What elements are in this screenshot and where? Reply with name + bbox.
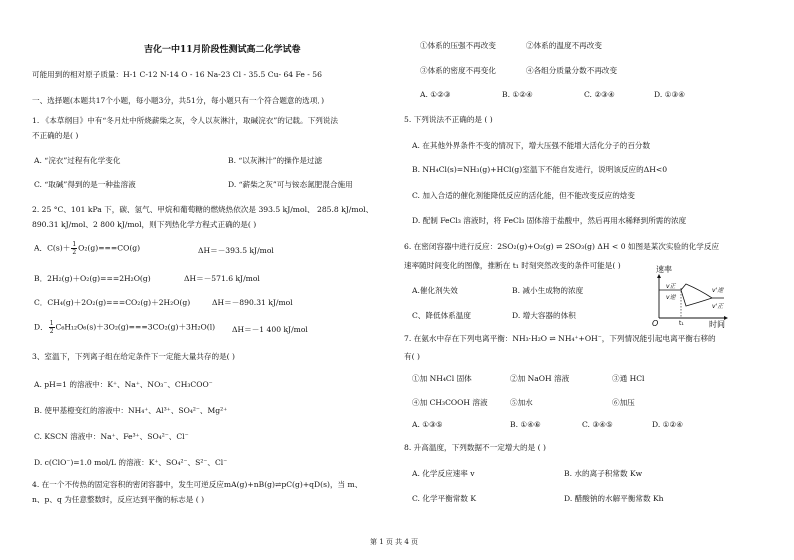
q2-option-a-post: O₂(g)===CO(g) <box>78 243 141 253</box>
q2-option-d-dh: ΔH＝－1 400 kJ/mol <box>232 325 308 334</box>
q1-option-b: B. “以灰淋汁”的操作是过滤 <box>228 156 323 165</box>
q2-option-d-post: C₆H₁₂O₆(s)＋3O₂(g)===3CO₂(g)＋3H₂O(l) <box>55 322 216 332</box>
v-pos-prime-label: v'正 <box>712 303 724 310</box>
q6-option-b: B. 减小生成物的浓度 <box>512 286 584 295</box>
q7-option-c: C. ③④⑤ <box>582 420 613 429</box>
q6-option-d: D. 增大容器的体积 <box>512 311 576 320</box>
q7-option-d: D. ①②④ <box>652 420 684 429</box>
graph-origin: O <box>652 319 659 328</box>
q7-item-1: ①加 NH₄Cl 固体 <box>412 374 472 383</box>
frac-numerator: 1 <box>72 241 77 248</box>
q8-option-d: D. 醋酸钠的水解平衡常数 Kh <box>564 494 664 503</box>
q7-option-b: B. ①④⑥ <box>510 420 541 429</box>
v-neg-prime-curve <box>681 284 712 298</box>
graph-t1-label: t₁ <box>679 320 684 327</box>
q2-option-d <box>34 320 215 335</box>
q2-stem-line2: 890.31 kJ/mol、2 800 kJ/mol，则下列热化学方程式正确的是( ) <box>32 220 257 229</box>
section-heading: 一、选择题(本题共17个小题，每小题3分，共51分，每小题只有一个符合题意的选项．) <box>32 96 325 105</box>
q2-option-b: B．2H₂(g)＋O₂(g)===2H₂O(g) <box>34 274 151 283</box>
q7-item-5: ⑤加水 <box>510 398 533 407</box>
frac-numerator: 1 <box>49 320 54 327</box>
q4-item-2: ②体系的温度不再改变 <box>526 41 602 50</box>
q6-option-c: C、降低体系温度 <box>412 311 471 320</box>
q6-option-a: A.催化剂失效 <box>412 286 458 295</box>
q2-option-b-dh: ΔH＝－571.6 kJ/mol <box>184 274 260 283</box>
q4-option-b: B. ①②④ <box>502 90 533 99</box>
q6-stem-line1: 6. 在密闭容器中进行反应：2SO₂(g)+O₂(g) ⇌ 2SO₃(g) ΔH < 0 如图是某次实验的化学反应 <box>404 242 720 251</box>
q5-option-b: B. NH₄Cl(s)=NH₃(g)+HCl(g)室温下不能自发进行，说明该反应的ΔH<0 <box>412 165 668 174</box>
q7-item-2: ②加 NaOH 溶液 <box>510 374 570 383</box>
q3-option-b: B. 使甲基橙变红的溶液中：NH₄⁺、Al³⁺、SO₄²⁻、Mg²⁺ <box>34 406 228 415</box>
q2-option-d-pre: D． <box>34 322 48 332</box>
q3-option-a: A. pH=1 的溶液中：K⁺、Na⁺、NO₃⁻、CH₃COO⁻ <box>34 380 213 389</box>
q3-option-c: C. KSCN 溶液中：Na⁺、Fe³⁺、SO₄²⁻、Cl⁻ <box>34 432 189 441</box>
q4-option-a: A. ①②③ <box>420 90 451 99</box>
fraction-half <box>49 320 55 335</box>
q2-stem-line1: 2. 25 °C、101 kPa 下，碳、氢气、甲烷和葡萄糖的燃烧热依次是 393.5 kJ/mol、 285.8 kJ/mol、 <box>32 205 374 214</box>
q2-option-c-dh: ΔH＝－890.31 kJ/mol <box>212 298 293 307</box>
q4-item-1: ①体系的压强不再改变 <box>420 41 496 50</box>
q6-rate-time-graph <box>652 262 734 328</box>
frac-denominator: 2 <box>72 249 77 256</box>
q5-option-a: A. 在其他外界条件不变的情况下，增大压强不能增大活化分子的百分数 <box>412 141 651 150</box>
q4-option-c: C. ②③④ <box>584 90 615 99</box>
q4-item-4: ④各组分质量分数不再改变 <box>526 66 618 75</box>
q2-option-c: C．CH₄(g)＋2O₂(g)===CO₂(g)＋2H₂O(g) <box>34 298 191 307</box>
fraction-half <box>71 241 77 256</box>
page-footer: 第 1 页 共 4 页 <box>370 538 419 546</box>
q7-option-a: A. ①③⑤ <box>412 420 443 429</box>
q4-option-d: D. ①③④ <box>654 90 686 99</box>
exam-title: 吉化一中11月阶段性测试高二化学试卷 <box>144 45 301 55</box>
atomic-masses: 可能用到的相对原子质量：H-1 C-12 N-14 O - 16 Na-23 Cl - 35.5 Cu- 64 Fe - 56 <box>32 70 322 79</box>
q7-stem-line2: 有( ) <box>404 352 420 361</box>
graph-y-label: 速率 <box>656 265 672 274</box>
q4-item-3: ③体系的密度不再变化 <box>420 66 496 75</box>
q1-stem-line2: 不正确的是( ) <box>32 131 79 140</box>
q2-option-a-dh: ΔH＝－393.5 kJ/mol <box>198 246 274 255</box>
graph-x-label: 时间 <box>709 320 725 328</box>
v-pos-label: v正 <box>666 283 676 290</box>
q3-stem: 3、室温下，下列离子组在给定条件下一定能大量共存的是( ) <box>32 352 236 361</box>
q4-stem-line1: 4. 在一个不传热的固定容积的密闭容器中，发生可逆反应mA(g)+nB(g)⇌pC(g)+qD(s)，当 m、 <box>32 480 363 489</box>
q4-stem-line2: n、p、q 为任意整数时，反应达到平衡的标志是 ( ) <box>32 495 205 504</box>
y-axis-arrow-icon <box>657 274 661 278</box>
q2-option-a <box>34 241 140 256</box>
q6-stem-line2: 速率随时间变化的图像，推断在 t₁ 时刻突然改变的条件可能是( ) <box>404 261 621 270</box>
q5-option-c: C. 加入合适的催化剂能降低反应的活化能，但不能改变反应的焓变 <box>412 191 635 200</box>
q1-stem-line1: 1. 《本草纲目》中有“冬月灶中所烧薪柴之灰，令人以灰淋汁，取碱浣衣”的记载。下列说法 <box>32 116 338 125</box>
q2-option-a-pre: A．C(s)＋ <box>34 243 71 253</box>
q5-option-d: D. 配制 FeCl₃ 溶液时，将 FeCl₃ 固体溶于盐酸中，然后再用水稀释到所需的浓度 <box>412 216 687 225</box>
q8-option-b: B. 水的离子积常数 Kw <box>564 469 643 478</box>
v-neg-prime-label: v'逆 <box>712 287 724 294</box>
q8-stem: 8. 升高温度，下列数据不一定增大的是 ( ) <box>404 443 546 452</box>
q1-option-c: C. “取碱”得到的是一种盐溶液 <box>34 180 136 189</box>
q1-option-d: D. “薪柴之灰”可与铵态氮肥混合施用 <box>228 180 353 189</box>
q8-option-c: C. 化学平衡常数 K <box>412 494 477 503</box>
v-pos-prime-curve <box>681 290 712 306</box>
q7-item-3: ③通 HCl <box>612 374 645 383</box>
q3-option-d: D. c(ClO⁻)=1.0 mol/L 的溶液：K⁺、SO₄²⁻、S²⁻、Cl⁻ <box>34 458 228 467</box>
q7-item-6: ⑥加压 <box>612 398 635 407</box>
q7-item-4: ④加 CH₃COOH 溶液 <box>412 398 488 407</box>
frac-denominator: 2 <box>49 328 54 335</box>
q1-option-a: A. “浣衣”过程有化学变化 <box>34 156 121 165</box>
q8-option-a: A. 化学反应速率 v <box>412 469 475 478</box>
q7-stem-line1: 7. 在氨水中存在下列电离平衡：NH₃·H₂O ⇌ NH₄⁺+OH⁻，下列情况能引起电离平衡右移的 <box>404 334 716 343</box>
v-neg-label: v逆 <box>666 294 676 301</box>
q5-stem: 5. 下列说法不正确的是 ( ) <box>404 115 493 124</box>
